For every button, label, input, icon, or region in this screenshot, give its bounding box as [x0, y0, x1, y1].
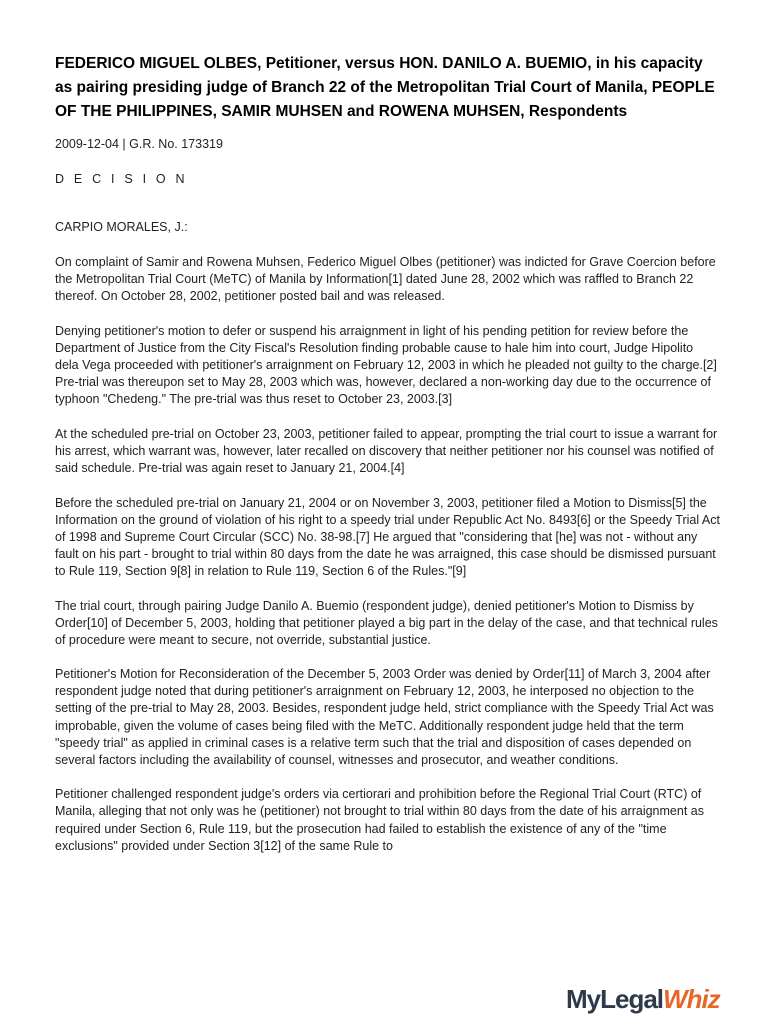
document-body — [55, 52, 720, 872]
paragraph: Denying petitioner's motion to defer or suspend his arraignment in light of his pending petition for review before the Department of Justice from the City Fiscal's Resolution finding probable cause to hale him into court, Judge Hipolito dela Vega proceeded with petitioner's arraignment on February 12, 2003 in which he pleaded not guilty to the charge.[2] Pre-trial was thereupon set to May 28, 2003 which was, however, declared a non-working day due to the occurrence of typhoon "Chedeng." The pre-trial was thus reset to October 23, 2003.[3] — [55, 323, 717, 407]
paragraph: Petitioner challenged respondent judge's orders via certiorari and prohibition before the Regional Trial Court (RTC) of Manila, alleging that not only was he (petitioner) not brought to trial within 80 days from the date of his arraignment as required under Section 6, Rule 119, but the prosecution had failed to establish the existence of any of the "time exclusions" provided under Section 3[12] of the same Rule to — [55, 787, 704, 853]
paragraph: On complaint of Samir and Rowena Muhsen, Federico Miguel Olbes (petitioner) was indicted for Grave Coercion before the Metropolitan Trial Court (MeTC) of Manila by Information[1] dated June 28, 2002 which was raffled to Branch 22 thereof. On October 28, 2002, petitioner posted bail and was released. — [55, 255, 716, 304]
case-title: FEDERICO MIGUEL OLBES, Petitioner, versus HON. DANILO A. BUEMIO, in his capacity as pairing presiding judge of Branch 22 of the Metropolitan Trial Court of Manila, PEOPLE OF THE PHILIPPINES, SAMIR MUHSEN and ROWENA MUHSEN, Respondents — [55, 55, 715, 120]
paragraph: Petitioner's Motion for Reconsideration of the December 5, 2003 Order was denied by Order[11] of March 3, 2004 after respondent judge noted that during petitioner's arraignment on February 12, 2003, he interposed no objection to the setting of the pre-trial to May 28, 2003. Besides, respondent judge held, strict compliance with the Speedy Trial Act was improbable, given the volume of cases being filed with the MeTC. Additionally respondent judge held that the term "speedy trial" as applied in criminal cases is a relative term such that the trial and disposition of cases depended on several factors including the availability of counsel, witnesses and prosecutor, and weather conditions. — [55, 667, 714, 767]
logo-text-mylegal: MyLegal — [566, 984, 664, 1014]
paragraph: At the scheduled pre-trial on October 23, 2003, petitioner failed to appear, prompting the trial court to issue a warrant for his arrest, which warrant was, however, later recalled on discovery that neither petitioner nor his counsel was notified of said schedule. Pre-trial was again reset to January 21, 2004.[4] — [55, 426, 718, 475]
case-date-gr-number: 2009-12-04 | G.R. No. 173319 — [55, 137, 223, 151]
paragraph: Before the scheduled pre-trial on January 21, 2004 or on November 3, 2003, petitioner filed a Motion to Dismiss[5] the Information on the ground of violation of his right to a speedy trial under Republic Act No. 8493[6] or the Speedy Trial Act of 1998 and Supreme Court Circular (SCC) No. 38-98.[7] He argued that "considering that [he] was not - without any fault on his part - brought to trial within 80 days from the date he was arraigned, this case should be dismissed pursuant to Rule 119, Section 9[8] in relation to Rule 119, Section 6 of the Rules."[9] — [55, 495, 720, 578]
decision-heading: D E C I S I O N — [55, 172, 188, 186]
logo-text-whiz: Whiz — [663, 984, 720, 1014]
paragraph: The trial court, through pairing Judge Danilo A. Buemio (respondent judge), denied petitioner's Motion to Dismiss by Order[10] of December 5, 2003, holding that petitioner played a big part in the delay of the case, and that technical rules of procedure were meant to secure, not override, substantial justice. — [55, 598, 718, 647]
ponente: CARPIO MORALES, J.: — [55, 220, 188, 234]
mylegalwhiz-logo — [566, 984, 720, 1015]
